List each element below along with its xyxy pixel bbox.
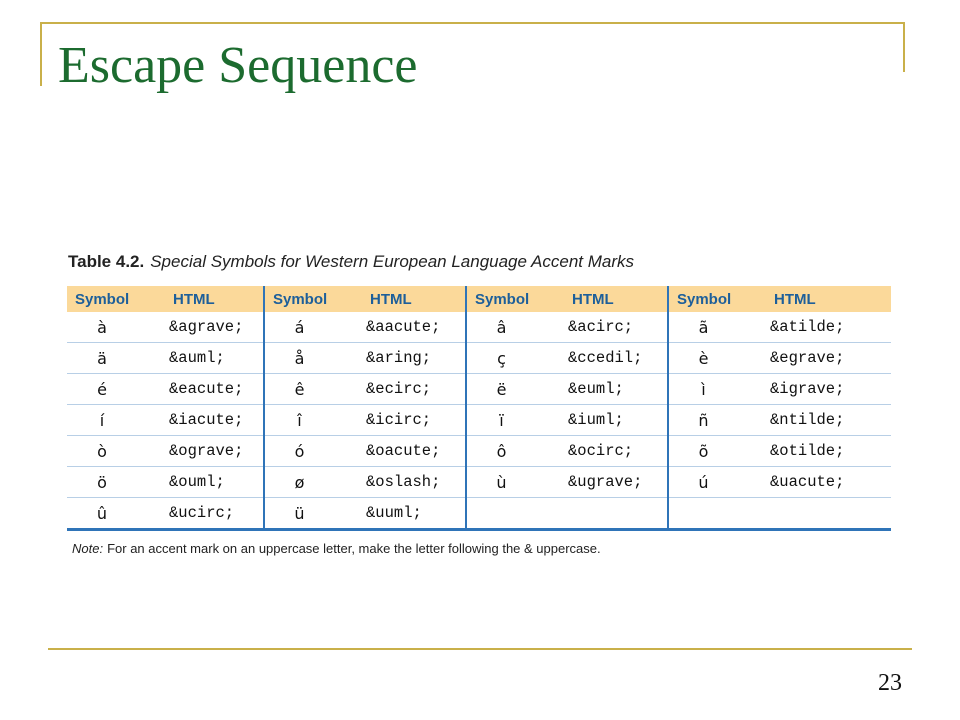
html-entity-cell: &oacute;	[362, 436, 466, 467]
column-header-symbol: Symbol	[668, 286, 766, 312]
symbol-cell: ã	[668, 312, 766, 343]
table-caption-text: Special Symbols for Western European Language Accent Marks	[150, 252, 635, 271]
column-header-symbol: Symbol	[67, 286, 165, 312]
table-row	[67, 343, 891, 374]
page-number: 23	[878, 670, 902, 696]
frame-right-line	[903, 22, 905, 72]
symbol-cell: ò	[67, 436, 165, 467]
symbol-cell: ì	[668, 374, 766, 405]
symbol-cell: ø	[264, 467, 362, 498]
html-entity-cell	[564, 498, 668, 530]
symbol-cell: ô	[466, 436, 564, 467]
html-entity-cell: &ugrave;	[564, 467, 668, 498]
symbol-cell: ó	[264, 436, 362, 467]
html-entity-cell: &ocirc;	[564, 436, 668, 467]
html-entity-cell: &oslash;	[362, 467, 466, 498]
symbol-cell: ç	[466, 343, 564, 374]
html-entity-cell	[766, 498, 891, 530]
html-entity-cell: &atilde;	[766, 312, 891, 343]
html-entity-cell: &ntilde;	[766, 405, 891, 436]
table-row	[67, 405, 891, 436]
html-entity-cell: &acirc;	[564, 312, 668, 343]
frame-left-line	[40, 22, 42, 86]
symbol-cell: ê	[264, 374, 362, 405]
symbol-cell: õ	[668, 436, 766, 467]
symbol-cell: ë	[466, 374, 564, 405]
html-entity-cell: &otilde;	[766, 436, 891, 467]
table-row	[67, 312, 891, 343]
html-entity-cell: &aacute;	[362, 312, 466, 343]
symbol-cell: û	[67, 498, 165, 530]
table-body	[67, 312, 891, 530]
html-entity-cell: &ccedil;	[564, 343, 668, 374]
accent-symbols-table	[67, 286, 891, 531]
symbol-cell	[466, 498, 564, 530]
html-entity-cell: &ecirc;	[362, 374, 466, 405]
html-entity-cell: &ograve;	[165, 436, 264, 467]
html-entity-cell: &ouml;	[165, 467, 264, 498]
note-text: For an accent mark on an uppercase letter, make the letter following the & uppercase.	[107, 541, 601, 556]
table-caption-label: Table 4.2.	[68, 252, 145, 271]
symbol-cell: í	[67, 405, 165, 436]
column-header-html: HTML	[564, 286, 668, 312]
table-row	[67, 498, 891, 530]
html-entity-cell: &ucirc;	[165, 498, 264, 530]
symbol-cell: à	[67, 312, 165, 343]
symbol-cell	[668, 498, 766, 530]
column-header-html: HTML	[165, 286, 264, 312]
html-entity-cell: &iuml;	[564, 405, 668, 436]
table-row	[67, 436, 891, 467]
column-header-symbol: Symbol	[466, 286, 564, 312]
symbol-cell: á	[264, 312, 362, 343]
html-entity-cell: &eacute;	[165, 374, 264, 405]
frame-top-line	[40, 22, 904, 24]
note-label: Note:	[72, 541, 104, 556]
symbol-cell: ü	[264, 498, 362, 530]
symbol-cell: ú	[668, 467, 766, 498]
table-row	[67, 374, 891, 405]
symbol-cell: â	[466, 312, 564, 343]
html-entity-cell: &agrave;	[165, 312, 264, 343]
html-entity-cell: &uacute;	[766, 467, 891, 498]
symbol-cell: ö	[67, 467, 165, 498]
slide-title: Escape Sequence	[58, 37, 418, 94]
column-header-symbol: Symbol	[264, 286, 362, 312]
html-entity-cell: &iacute;	[165, 405, 264, 436]
symbol-cell: ñ	[668, 405, 766, 436]
symbol-cell: è	[668, 343, 766, 374]
html-entity-cell: &icirc;	[362, 405, 466, 436]
table-note	[72, 541, 601, 556]
symbol-cell: ù	[466, 467, 564, 498]
table-row	[67, 467, 891, 498]
symbol-cell: ï	[466, 405, 564, 436]
symbol-cell: î	[264, 405, 362, 436]
table-header-row	[67, 286, 891, 312]
frame-bottom-line	[48, 648, 912, 650]
table-caption	[68, 252, 634, 272]
symbol-cell: å	[264, 343, 362, 374]
html-entity-cell: &euml;	[564, 374, 668, 405]
html-entity-cell: &igrave;	[766, 374, 891, 405]
html-entity-cell: &auml;	[165, 343, 264, 374]
html-entity-cell: &egrave;	[766, 343, 891, 374]
column-header-html: HTML	[362, 286, 466, 312]
html-entity-cell: &aring;	[362, 343, 466, 374]
symbol-cell: ä	[67, 343, 165, 374]
column-header-html: HTML	[766, 286, 891, 312]
html-entity-cell: &uuml;	[362, 498, 466, 530]
symbol-cell: é	[67, 374, 165, 405]
